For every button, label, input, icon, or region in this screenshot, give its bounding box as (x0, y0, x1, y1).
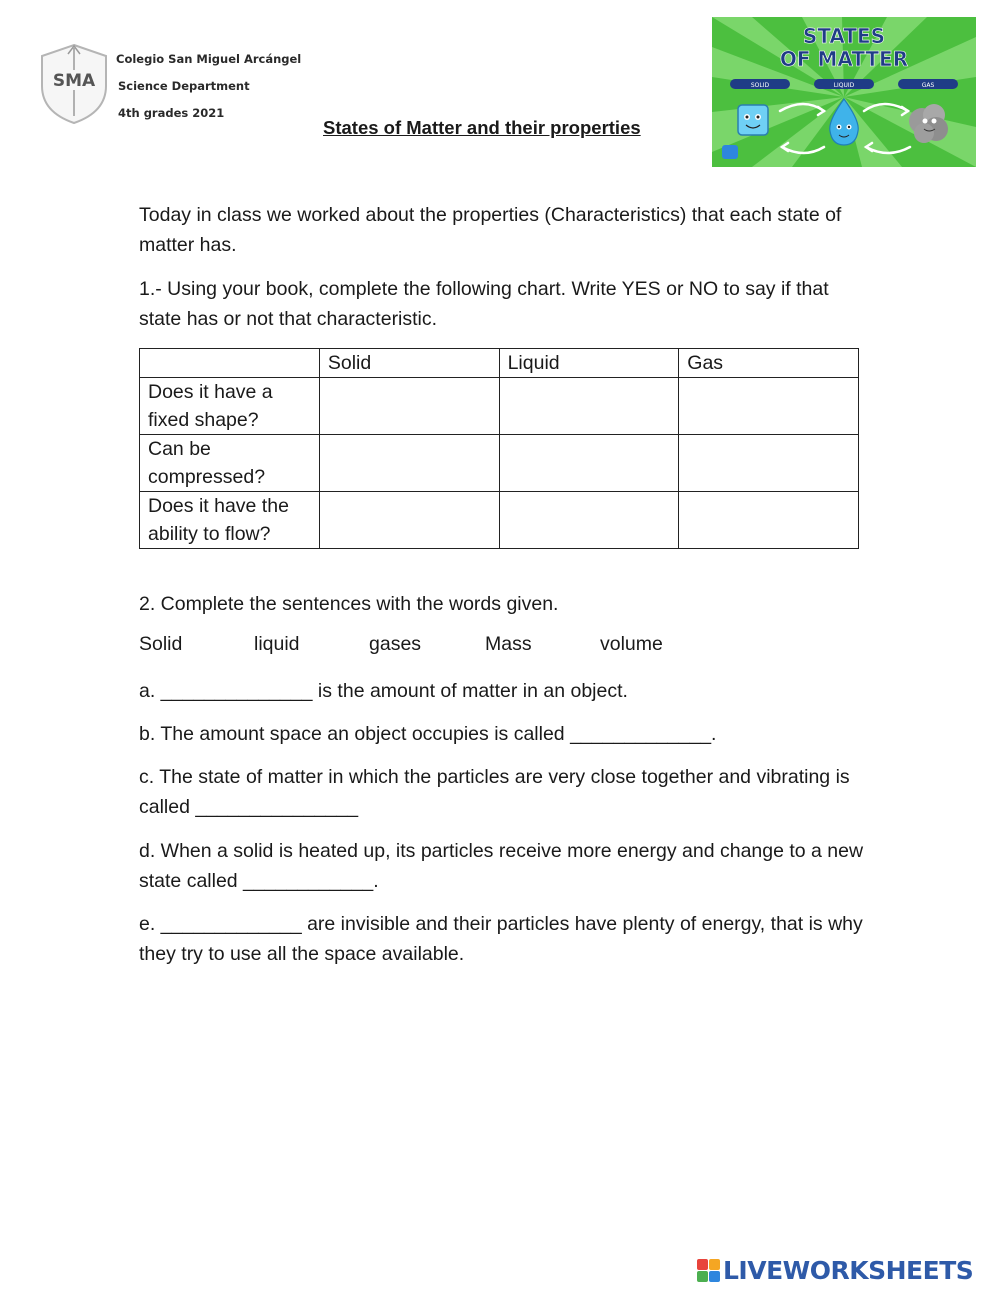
ice-cube-character (738, 105, 768, 135)
chart-header-empty (140, 349, 320, 378)
school-logo-text: SMA (52, 71, 96, 91)
chart-header-liquid: Liquid (499, 349, 679, 378)
answer-cell-gas[interactable] (679, 492, 859, 549)
chart-row-flow (140, 492, 859, 549)
liveworksheets-block (709, 1259, 720, 1270)
word-bank-item: volume (600, 633, 663, 655)
answer-cell-liquid[interactable] (499, 492, 679, 549)
sentence-a: a. ______________ is the amount of matter in an object. (139, 680, 628, 702)
liveworksheets-block (697, 1259, 708, 1270)
chart-row-fixed-shape (140, 378, 859, 435)
department: Science Department (118, 79, 250, 93)
banner-title-line2: OF MATTER (779, 47, 909, 71)
row-label: Does it have the ability to flow? (140, 492, 320, 549)
banner-label-liquid: LIQUID (833, 82, 855, 89)
answer-cell-gas[interactable] (679, 435, 859, 492)
q1-instruction: 1.- Using your book, complete the following chart. Write YES or NO to say if that state has or not that characteristic. (139, 278, 829, 330)
banner-title-line1: STATES (802, 24, 886, 48)
liveworksheets-logo (697, 1256, 973, 1285)
banner-label-gas: GAS (921, 82, 935, 89)
answer-cell-solid[interactable] (319, 492, 499, 549)
word-bank-item: gases (369, 633, 422, 655)
word-bank-item: liquid (254, 633, 300, 655)
word-bank-item: Mass (485, 633, 532, 655)
q2-instruction: 2. Complete the sentences with the words given. (139, 593, 559, 615)
chart-header-row (140, 349, 859, 378)
sentence-e: e. _____________ are invisible and their particles have plenty of energy, that is why they try to use all the space available. (139, 913, 863, 965)
chart-row-compressed (140, 435, 859, 492)
intro-text: Today in class we worked about the properties (Characteristics) that each state of matter has. (139, 204, 842, 256)
sentence-d: d. When a solid is heated up, its particles receive more energy and change to a new state called ____________. (139, 840, 864, 892)
answer-cell-liquid[interactable] (499, 378, 679, 435)
sentence-c: c. The state of matter in which the particles are very close together and vibrating is called _______________ (139, 766, 850, 818)
school-crest-logo (36, 42, 112, 126)
liveworksheets-blocks-icon (697, 1259, 720, 1282)
chart-header-solid: Solid (319, 349, 499, 378)
answer-cell-gas[interactable] (679, 378, 859, 435)
liveworksheets-brand: LIVEWORKSHEETS (723, 1256, 974, 1285)
word-bank-item: Solid (139, 633, 183, 655)
answer-cell-liquid[interactable] (499, 435, 679, 492)
row-label: Does it have a fixed shape? (140, 378, 320, 435)
liveworksheets-block (697, 1271, 708, 1282)
liveworksheets-block (709, 1271, 720, 1282)
grade-year: 4th grades 2021 (118, 106, 225, 120)
row-label: Can be compressed? (140, 435, 320, 492)
answer-cell-solid[interactable] (319, 435, 499, 492)
banner-label-solid: SOLID (750, 82, 770, 89)
properties-chart (139, 348, 859, 549)
page-title: States of Matter and their properties (323, 117, 641, 138)
states-of-matter-banner (712, 17, 976, 167)
answer-cell-solid[interactable] (319, 378, 499, 435)
school-name: Colegio San Miguel Arcángel (116, 52, 302, 66)
chart-header-gas: Gas (679, 349, 859, 378)
sentence-b: b. The amount space an object occupies is called _____________. (139, 723, 717, 745)
school-info (116, 52, 301, 133)
